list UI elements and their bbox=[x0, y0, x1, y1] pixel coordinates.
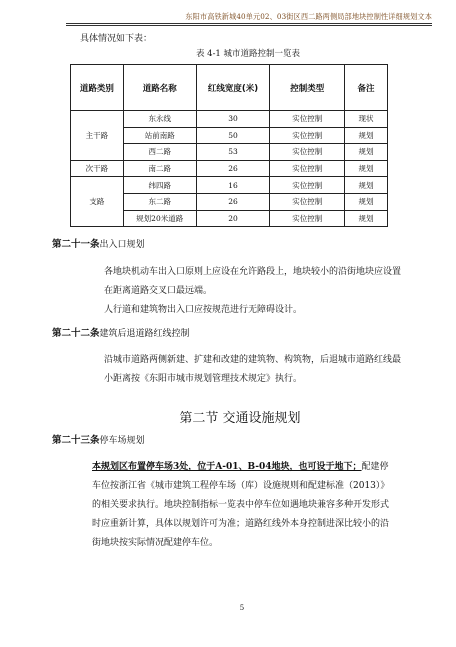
header-control-type: 控制类型 bbox=[270, 65, 345, 111]
cell-control-type: 实位控制 bbox=[270, 160, 345, 177]
cell-width: 20 bbox=[196, 210, 270, 227]
cell-width: 26 bbox=[196, 193, 270, 210]
cell-control-type: 实位控制 bbox=[270, 177, 345, 194]
article-title: 出入口规划 bbox=[99, 240, 145, 250]
cell-road-name: 规划20米道路 bbox=[123, 210, 196, 227]
cell-category: 支路 bbox=[71, 177, 124, 227]
cell-road-name: 站前南路 bbox=[123, 127, 196, 144]
article-23-heading bbox=[52, 432, 145, 450]
running-header: 东阳市高铁新城40单元02、03街区西二路两侧局部地块控制性详细规划文本 bbox=[185, 12, 432, 21]
article-22-heading bbox=[52, 325, 190, 343]
cell-category: 主干路 bbox=[71, 111, 124, 161]
cell-width: 16 bbox=[196, 177, 270, 194]
cell-note: 规划 bbox=[345, 193, 388, 210]
header-rule bbox=[66, 25, 432, 26]
cell-note: 规划 bbox=[345, 177, 388, 194]
cell-width: 30 bbox=[196, 111, 270, 128]
article-label: 第二十一条 bbox=[52, 239, 100, 250]
cell-note: 现状 bbox=[345, 111, 388, 128]
cell-control-type: 实位控制 bbox=[270, 210, 345, 227]
header-category: 道路类别 bbox=[71, 65, 124, 111]
paragraph-line: 在距离道路交叉口最远端。 bbox=[104, 286, 213, 296]
cell-note: 规划 bbox=[345, 160, 388, 177]
table-row bbox=[71, 177, 388, 194]
article-label: 第二十二条 bbox=[52, 328, 100, 339]
cell-road-name: 东二路 bbox=[123, 193, 196, 210]
cell-width: 53 bbox=[196, 144, 270, 161]
paragraph-text: 配建停 bbox=[361, 462, 389, 472]
paragraph-line: 人行道和建筑物出入口应按规范进行无障碍设计。 bbox=[104, 305, 303, 315]
page-number: 5 bbox=[239, 604, 245, 612]
cell-road-name: 西二路 bbox=[123, 144, 196, 161]
paragraph-line bbox=[92, 458, 389, 476]
article-label: 第二十三条 bbox=[52, 435, 100, 446]
cell-note: 规划 bbox=[345, 210, 388, 227]
article-title: 停车场规划 bbox=[99, 436, 145, 446]
article-title: 建筑后退道路红线控制 bbox=[99, 329, 190, 339]
cell-control-type: 实位控制 bbox=[270, 111, 345, 128]
cell-note: 规划 bbox=[345, 144, 388, 161]
article-21-heading bbox=[52, 236, 145, 254]
cell-control-type: 实位控制 bbox=[270, 193, 345, 210]
header-note: 备注 bbox=[345, 65, 388, 111]
section-title: 第二节 交通设施规划 bbox=[179, 411, 301, 426]
paragraph-line: 车位按浙江省《城市建筑工程停车场（库）设施规则和配建标准（2013）》 bbox=[92, 481, 390, 491]
header-rule bbox=[66, 23, 432, 24]
paragraph-line: 的相关要求执行。地块控制指标一览表中停车位如遇地块兼容多种开发形式 bbox=[92, 500, 390, 510]
cell-control-type: 实位控制 bbox=[270, 144, 345, 161]
paragraph-line: 沿城市道路两侧新建、扩建和改建的建筑物、构筑物，后退城市道路红线最 bbox=[104, 355, 402, 365]
cell-control-type: 实位控制 bbox=[270, 127, 345, 144]
cell-road-name: 纬四路 bbox=[123, 177, 196, 194]
header-road-name: 道路名称 bbox=[123, 65, 196, 111]
table-title: 表 4-1 城市道路控制一览表 bbox=[195, 49, 301, 59]
cell-width: 50 bbox=[196, 127, 270, 144]
cell-note: 规划 bbox=[345, 127, 388, 144]
cell-category: 次干路 bbox=[71, 160, 124, 177]
road-control-table bbox=[70, 64, 388, 227]
cell-road-name: 东永线 bbox=[123, 111, 196, 128]
table-row bbox=[71, 160, 388, 177]
cell-road-name: 南二路 bbox=[123, 160, 196, 177]
paragraph-line: 小距离按《东阳市城市规划管理技术规定》执行。 bbox=[104, 374, 303, 384]
table-row bbox=[71, 111, 388, 128]
paragraph-line: 街地块按实际情况配建停车位。 bbox=[92, 538, 219, 548]
paragraph-line: 时应重新计算，具体以规划许可为准；道路红线外本身控制进深比较小的沿 bbox=[92, 519, 390, 529]
paragraph-line: 各地块机动车出入口原则上应设在允许路段上，地块较小的沿街地块应设置 bbox=[104, 267, 402, 277]
intro-text: 具体情况如下表： bbox=[80, 34, 153, 44]
emphasized-text: 本规划区布置停车场3处，位于A-01、B-04地块，也可设于地下； bbox=[92, 462, 362, 472]
header-width: 红线宽度(米) bbox=[196, 65, 270, 111]
cell-width: 26 bbox=[196, 160, 270, 177]
table-header-row bbox=[71, 65, 388, 111]
